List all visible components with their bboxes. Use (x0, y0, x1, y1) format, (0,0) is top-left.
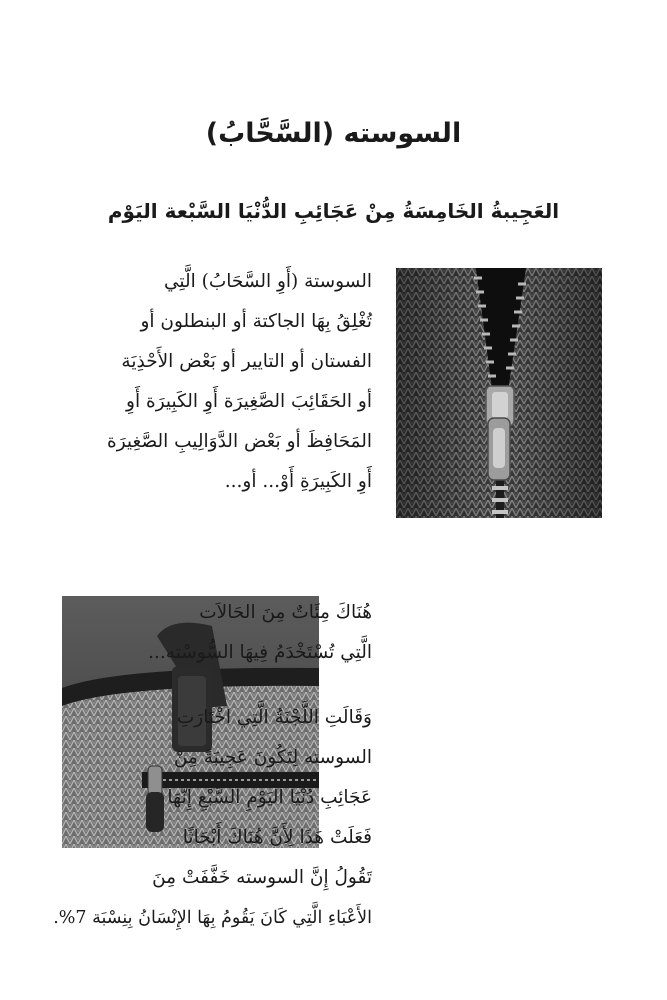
text-line: تَقُولُ إِنَّ السوسته خَفَّفَتْ مِنَ (152, 867, 372, 888)
text-line: أو الحَقَائِبَ الصَّغِيرَة أَوِ الكَبِيرَة أَوِ (126, 391, 372, 412)
text-line: الَّتِي تُسْتَخْدَمُ فِيهَا السُّوسْته... (148, 642, 372, 663)
text-line: السوسته لِتَكُونَ عَجِيبَةً مِنْ (173, 747, 372, 768)
text-line: هُنَاكَ مِئَاتٌ مِنَ الحَالاَت (199, 602, 372, 623)
text-line: تُغْلِقُ بِهَا الجاكتة أو البنطلون أو (140, 311, 372, 332)
text-line: أَوِ الكَبِيرَةِ أَوْ... أو... (224, 471, 372, 492)
text-line: السوستة (أَوِ السَّحَابُ) الَّتِي (163, 271, 372, 292)
paragraph-committee (150, 698, 372, 898)
text-line: وَقَالَتِ اللَّجْنَةُ الَّتِي اخْتَارَتِ (176, 707, 372, 728)
text-line: الفستان أو التايير أو بَعْض الأَحْذِيَة (121, 351, 372, 372)
page-subtitle: العَجِيبةُ الخَامِسَةُ مِنْ عَجَائِبِ الدُّنْيَا السَّبْعة اليَوْم (107, 199, 560, 223)
paragraph-zipper-uses (107, 262, 372, 502)
text-line: فَعَلَتْ هَذَا لِأَنَّ هُنَاكَ أَبْحَاثًا (182, 827, 372, 848)
zipper-photo (396, 268, 602, 518)
paragraph-cases (150, 593, 372, 673)
text-line: المَحَافِظَ أو بَعْض الدَّوَالِيبِ الصَّغِيرَة (107, 431, 372, 452)
paragraph-committee-last-line: الأَعْبَاءِ الَّتِي كَانَ يَقُومُ بِهَا الإِنْسَانُ بِنِسْبَة 7%. (53, 908, 372, 928)
page-title: السوسته (السَّحَّابُ) (205, 118, 462, 149)
text-line: عَجَائِبِ دُنْيَا اليَوْمِ السَّبْعِ إِنَّهَا (167, 787, 372, 808)
